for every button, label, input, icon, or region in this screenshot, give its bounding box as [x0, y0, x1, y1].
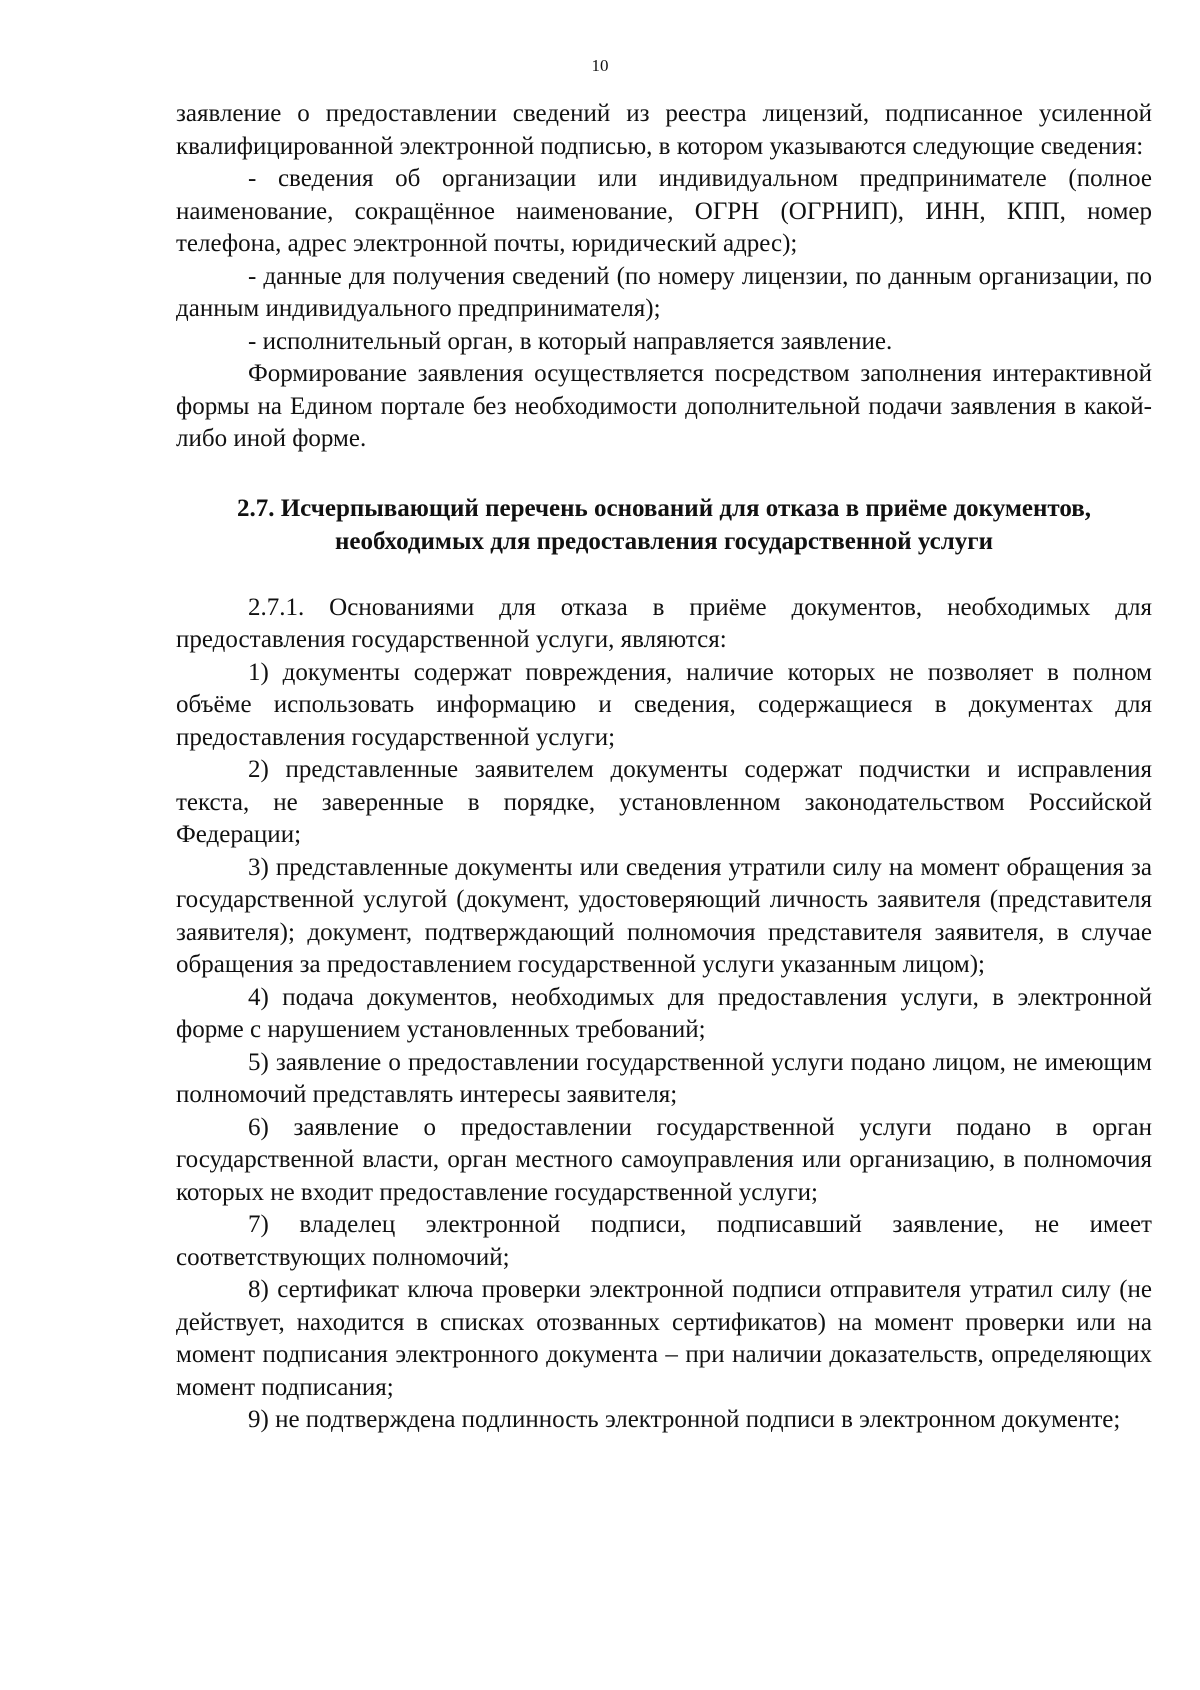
list-item: 8) сертификат ключа проверки электронной подписи отправителя утратил силу (не действует, находится в списках отозванных сертификатов) на момент проверки или на момент подписания электронного документа – при наличии доказательств, определяющих момент подписания;	[176, 1276, 1152, 1401]
bullet-executive-body: - исполнительный орган, в который направляется заявление.	[248, 327, 893, 355]
paragraph-form-filling: Формирование заявления осуществляется посредством заполнения интерактивной формы на Едином портале без необходимости дополнительной подачи заявления в какой-либо иной форме.	[176, 360, 1152, 452]
document-body	[176, 98, 1152, 1437]
list-item: 6) заявление о предоставлении государственной услуги подано в орган государственной власти, орган местного самоуправления или организацию, в полномочия которых не входит предоставление государственной услуги;	[176, 1113, 1152, 1206]
list-item: 9) не подтверждена подлинность электронной подписи в электронном документе;	[248, 1406, 1121, 1433]
paragraph-grounds-intro: 2.7.1. Основаниями для отказа в приёме документов, необходимых для предоставления государственной услуги, являются:	[176, 593, 1152, 653]
page-number: 10	[591, 56, 609, 75]
bullet-organization-info: - сведения об организации или индивидуальном предпринимателе (полное наименование, сокращённое наименование, ОГРН (ОГРНИП), ИНН, КПП, номер телефона, адрес электронной почты, юридический адрес);	[176, 165, 1152, 257]
list-item: 7) владелец электронной подписи, подписавший заявление, не имеет соответствующих полномочий;	[176, 1211, 1152, 1271]
list-item: 2) представленные заявителем документы содержат подчистки и исправления текста, не заверенные в порядке, установленном законодательством Российской Федерации;	[176, 756, 1152, 848]
list-item: 3) представленные документы или сведения утратили силу на момент обращения за государственной услугой (документ, удостоверяющий личность заявителя (представителя заявителя); документ, подтверждающий полномочия представителя заявителя, в случае обращения за предоставлением государственной услуги указанным лицом);	[176, 853, 1152, 978]
section-heading: 2.7. Исчерпывающий перечень оснований для отказа в приёме документов, необходимых для предоставления государственной услуги	[236, 494, 1091, 555]
paragraph-application: заявление о предоставлении сведений из реестра лицензий, подписанное усиленной квалифицированной электронной подписью, в котором указываются следующие сведения:	[176, 100, 1152, 160]
list-item: 5) заявление о предоставлении государственной услуги подано лицом, не имеющим полномочий представлять интересы заявителя;	[176, 1048, 1152, 1108]
list-item: 1) документы содержат повреждения, наличие которых не позволяет в полном объёме использовать информацию и сведения, содержащиеся в документах для предоставления государственной услуги;	[176, 658, 1152, 751]
list-item: 4) подача документов, необходимых для предоставления услуги, в электронной форме с нарушением установленных требований;	[176, 983, 1152, 1043]
bullet-data-for-info: - данные для получения сведений (по номеру лицензии, по данным организации, по данным индивидуального предпринимателя);	[176, 262, 1152, 322]
